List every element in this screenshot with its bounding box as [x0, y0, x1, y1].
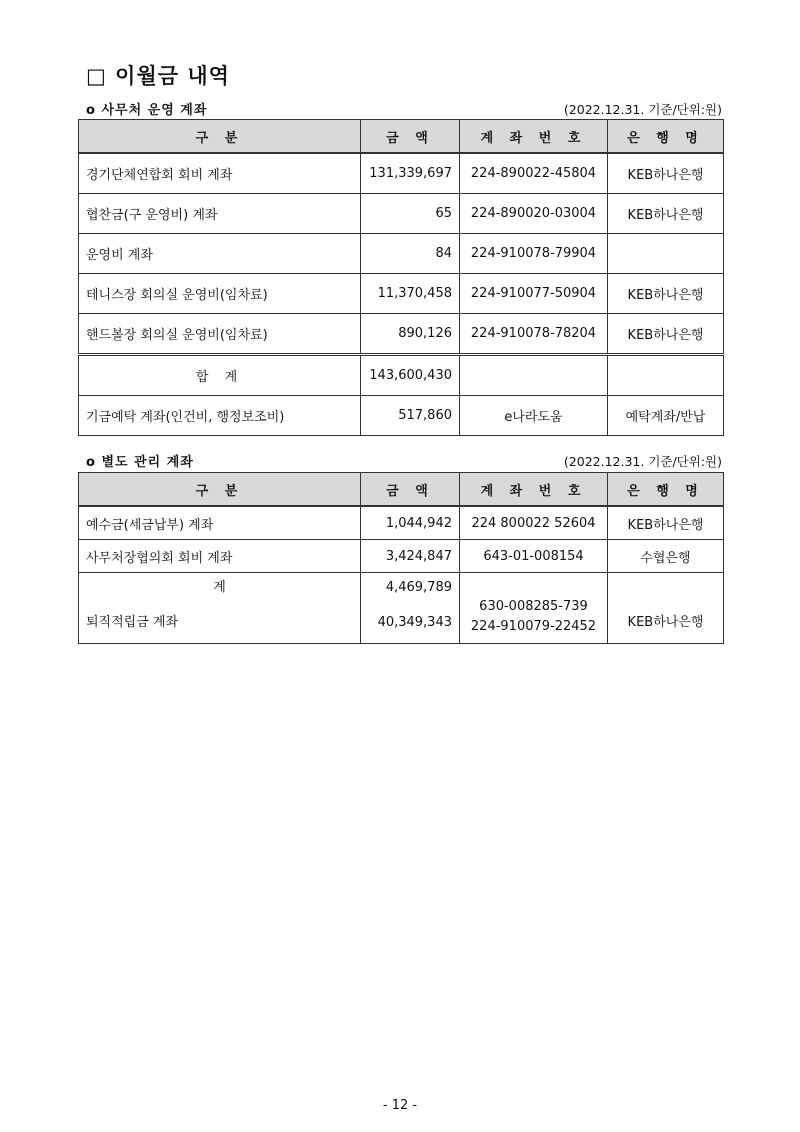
col-header-category: 구 분 — [79, 120, 361, 154]
row-account: e나라도움 — [460, 396, 608, 436]
table-header-row — [79, 120, 724, 154]
row-name: 핸드볼장 회의실 운영비(임차료) — [79, 314, 361, 355]
section-operating-note: (2022.12.31. 기준/단위:원) — [563, 102, 722, 117]
table-row — [79, 506, 724, 540]
retire-bank-spacer — [608, 573, 723, 603]
table-row — [79, 194, 724, 234]
row-account: 224 800022 52604 — [460, 506, 608, 540]
page-title: □ 이월금 내역 — [86, 64, 230, 88]
subtotal-label: 계 — [213, 580, 226, 595]
row-account: 224-910078-79904 — [460, 234, 608, 274]
row-name: 협찬금(구 운영비) 계좌 — [79, 194, 361, 234]
col-header-bank: 은 행 명 — [608, 120, 724, 154]
table-row — [79, 153, 724, 194]
operating-accounts-table — [78, 119, 724, 436]
total-label: 합 계 — [79, 355, 361, 396]
subtotal-retire-amounts — [361, 573, 460, 644]
retire-name: 퇴직적립금 계좌 — [86, 615, 179, 630]
section-separate-title: o 별도 관리 계좌 — [86, 455, 194, 470]
row-account: 224-910077-50904 — [460, 274, 608, 314]
retire-amount: 40,349,343 — [377, 615, 452, 630]
col-header-category: 구 분 — [79, 473, 361, 507]
subtotal-retire-names — [79, 573, 361, 644]
col-header-bank: 은 행 명 — [608, 473, 724, 507]
table-header-row — [79, 473, 724, 507]
retire-account-2: 224-910079-22452 — [470, 619, 597, 634]
row-account: 224-910078-78204 — [460, 314, 608, 355]
row-name: 기금예탁 계좌(인건비, 행정보조비) — [79, 396, 361, 436]
row-account: 224-890022-45804 — [460, 153, 608, 194]
row-amount: 1,044,942 — [361, 506, 460, 540]
row-amount: 890,126 — [361, 314, 460, 355]
table-row — [79, 540, 724, 573]
separate-accounts-table — [78, 472, 724, 644]
section-separate-note: (2022.12.31. 기준/단위:원) — [563, 454, 722, 469]
table-row — [79, 314, 724, 355]
row-bank: KEB하나은행 — [608, 153, 724, 194]
fund-deposit-row — [79, 396, 724, 436]
total-account-empty — [460, 355, 608, 396]
section-operating-title: o 사무처 운영 계좌 — [86, 103, 208, 118]
retire-bank: KEB하나은행 — [627, 615, 704, 630]
row-amount: 65 — [361, 194, 460, 234]
row-amount: 131,339,697 — [361, 153, 460, 194]
section-separate-header — [86, 451, 722, 471]
section-operating-header — [86, 99, 722, 119]
row-name: 예수금(세금납부) 계좌 — [79, 506, 361, 540]
total-row — [79, 355, 724, 396]
retire-accounts — [460, 573, 608, 644]
subtotal-amount: 4,469,789 — [385, 580, 452, 595]
row-amount: 11,370,458 — [361, 274, 460, 314]
retire-bank-cell — [608, 573, 724, 644]
col-header-account: 계 좌 번 호 — [460, 120, 608, 154]
row-bank: KEB하나은행 — [608, 194, 724, 234]
row-bank: KEB하나은행 — [608, 506, 724, 540]
col-header-amount: 금 액 — [361, 120, 460, 154]
total-amount: 143,600,430 — [361, 355, 460, 396]
row-account: 224-890020-03004 — [460, 194, 608, 234]
retire-account-1: 630-008285-739 — [479, 599, 588, 614]
col-header-amount: 금 액 — [361, 473, 460, 507]
row-amount: 517,860 — [361, 396, 460, 436]
subtotal-retire-row — [79, 573, 724, 644]
row-name: 사무처장협의회 회비 계좌 — [79, 540, 361, 573]
row-amount: 84 — [361, 234, 460, 274]
row-bank: KEB하나은행 — [608, 314, 724, 355]
row-bank — [608, 234, 724, 274]
table-row — [79, 234, 724, 274]
col-header-account: 계 좌 번 호 — [460, 473, 608, 507]
row-amount: 3,424,847 — [361, 540, 460, 573]
total-bank-empty — [608, 355, 724, 396]
row-account: 643-01-008154 — [460, 540, 608, 573]
row-bank: KEB하나은행 — [608, 274, 724, 314]
row-name: 운영비 계좌 — [79, 234, 361, 274]
row-bank: 수협은행 — [608, 540, 724, 573]
row-bank: 예탁계좌/반납 — [608, 396, 724, 436]
row-name: 테니스장 회의실 운영비(임차료) — [79, 274, 361, 314]
row-name: 경기단체연합회 회비 계좌 — [79, 153, 361, 194]
page-number: - 12 - — [382, 1098, 418, 1113]
table-row — [79, 274, 724, 314]
